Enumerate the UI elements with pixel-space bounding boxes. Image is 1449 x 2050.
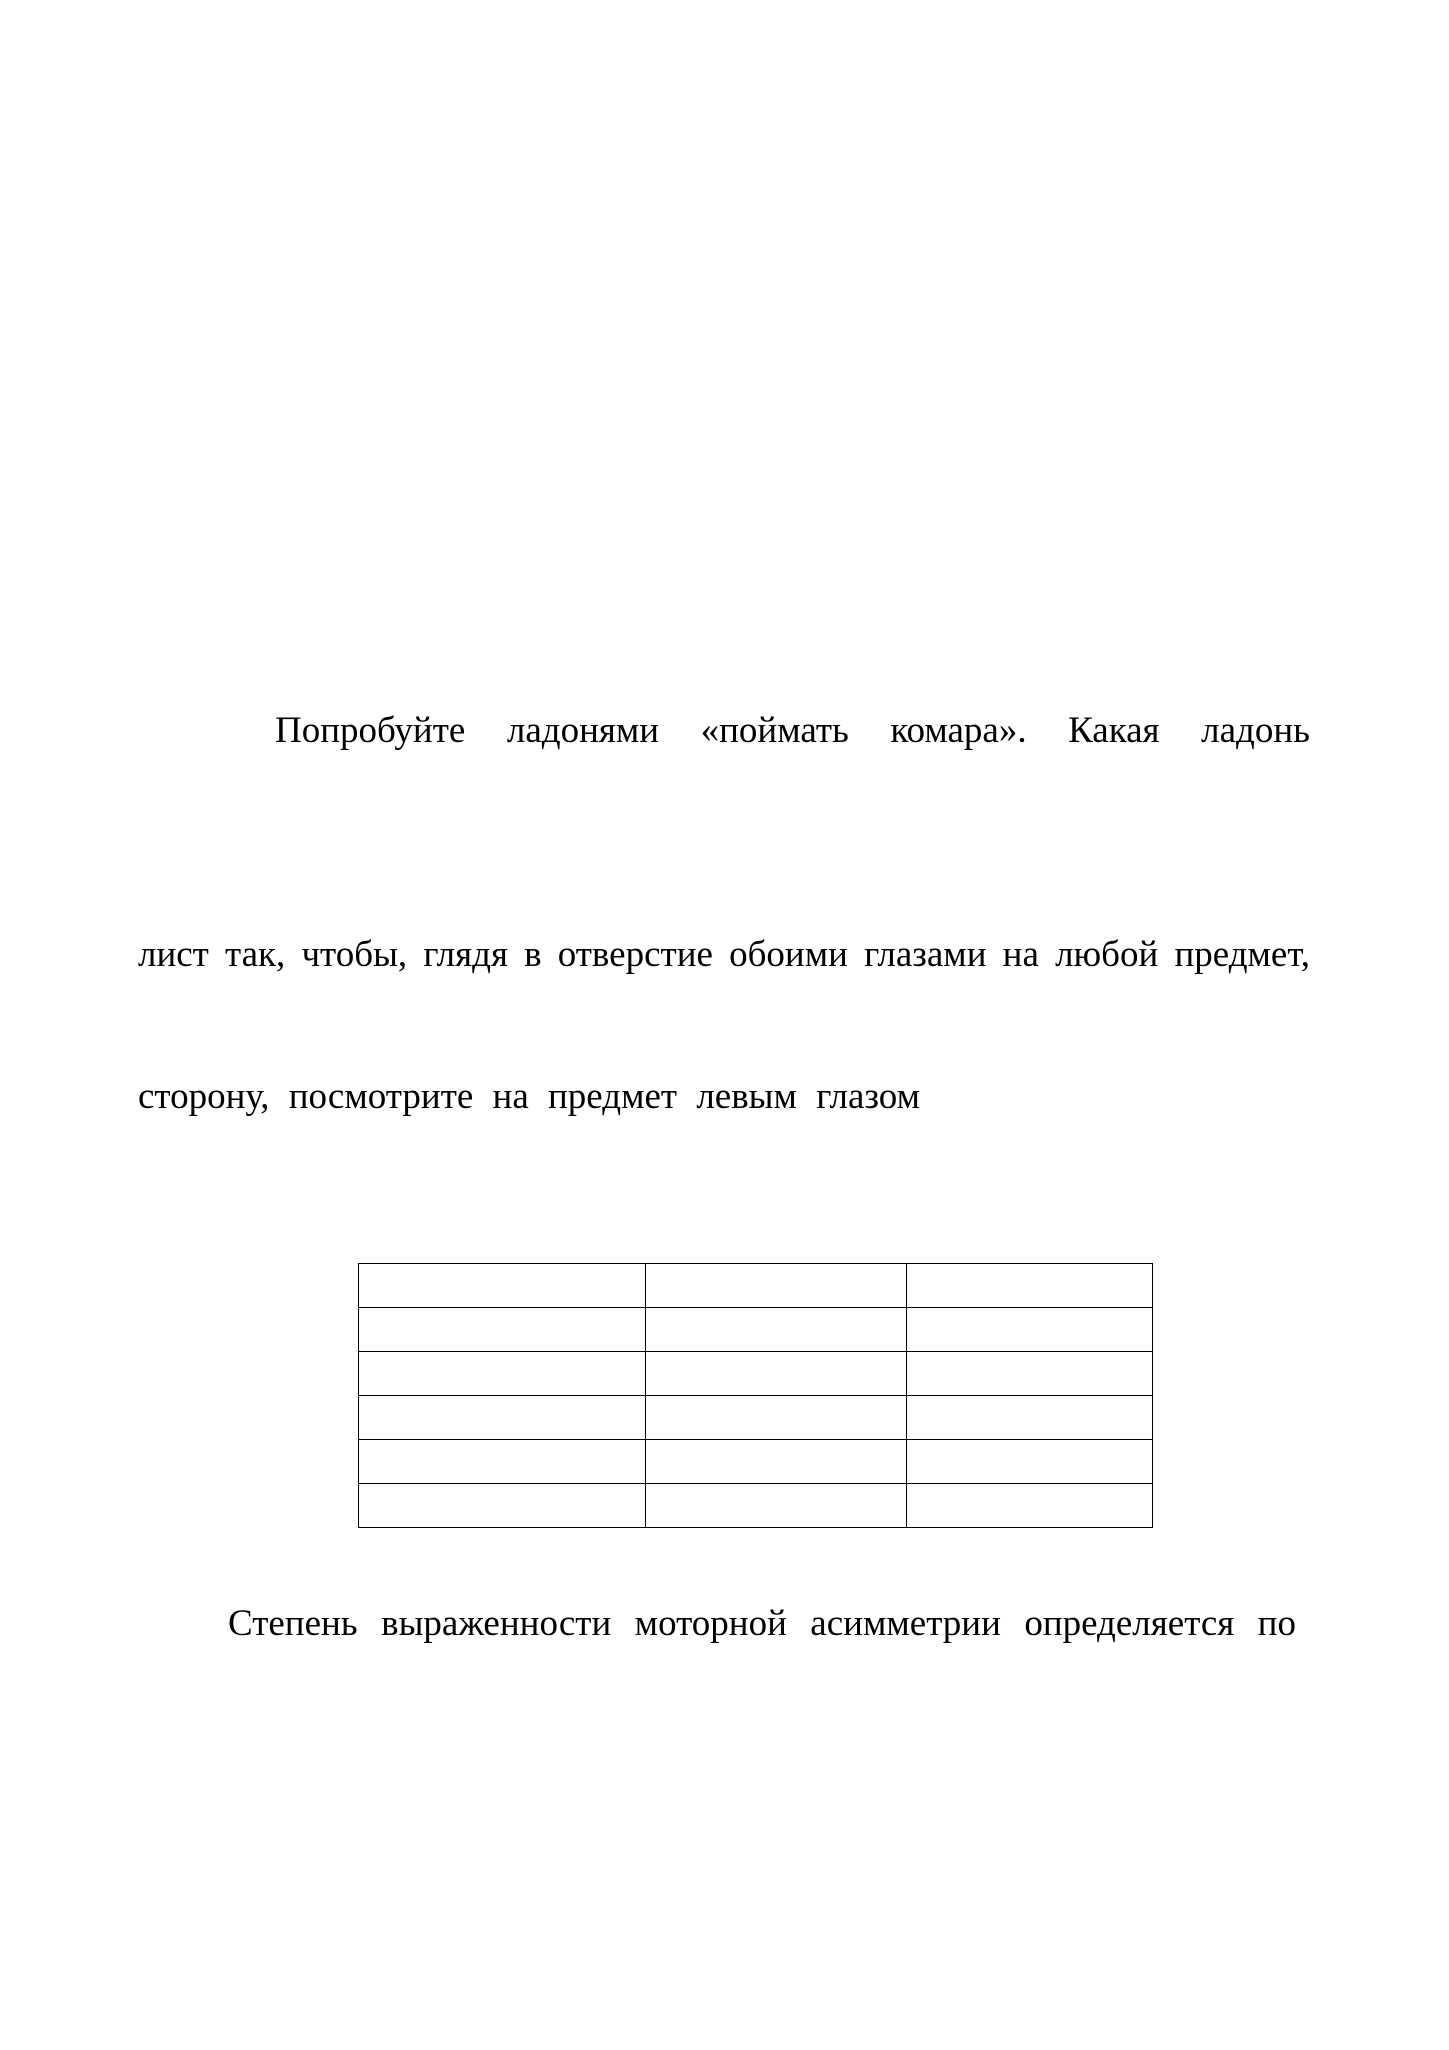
table-cell [907, 1440, 1153, 1484]
table-row [359, 1484, 1153, 1528]
table-row [359, 1308, 1153, 1352]
table-cell [646, 1440, 907, 1484]
paragraph-line-look-through-hole: лист так, чтобы, глядя в отверстие обоими глазами на любой предмет, [138, 934, 1310, 975]
table-cell [646, 1352, 907, 1396]
results-table [358, 1263, 1153, 1528]
table-row [359, 1440, 1153, 1484]
table-cell [646, 1308, 907, 1352]
table-cell [907, 1396, 1153, 1440]
table-cell [907, 1264, 1153, 1308]
table-row [359, 1396, 1153, 1440]
table-row [359, 1264, 1153, 1308]
table-cell [907, 1352, 1153, 1396]
table-cell [359, 1440, 646, 1484]
table-cell [646, 1396, 907, 1440]
results-table-body [359, 1264, 1153, 1528]
table-cell [359, 1264, 646, 1308]
table-cell [359, 1352, 646, 1396]
paragraph-line-left-eye: сторону, посмотрите на предмет левым глазом [138, 1076, 920, 1117]
table-cell [359, 1484, 646, 1528]
table-cell [907, 1308, 1153, 1352]
table-cell [646, 1484, 907, 1528]
table-cell [907, 1484, 1153, 1528]
table-cell [359, 1396, 646, 1440]
paragraph-line-catch-mosquito: Попробуйте ладонями «поймать комара». Какая ладонь [275, 710, 1310, 751]
table-cell [646, 1264, 907, 1308]
table-cell [359, 1308, 646, 1352]
paragraph-line-motor-asymmetry: Степень выраженности моторной асимметрии определяется по [228, 1603, 1296, 1644]
table-row [359, 1352, 1153, 1396]
